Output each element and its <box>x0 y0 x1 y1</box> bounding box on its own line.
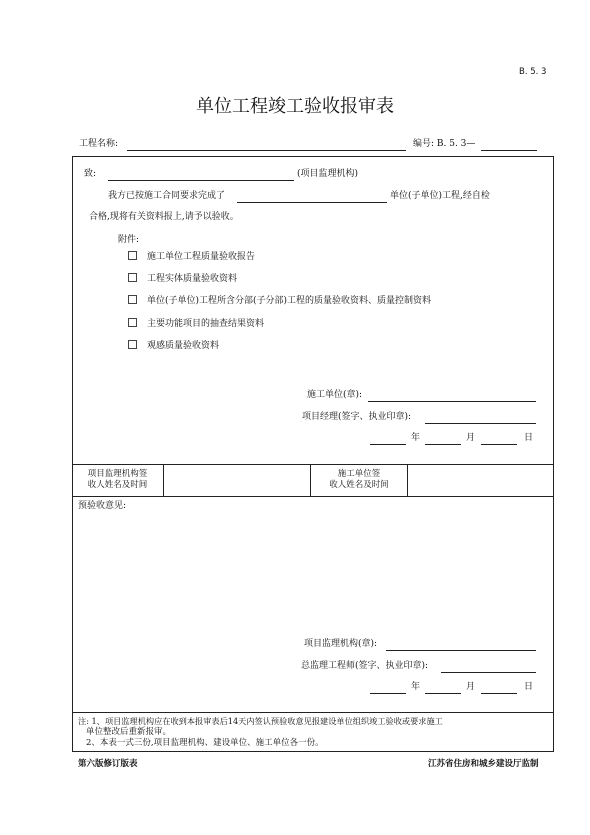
statement-line2: 合格,现将有关资料报上,请予以验收。 <box>89 212 239 222</box>
form-code: B. 5. 3 <box>519 67 547 77</box>
supervision-receipt-label: 项目监理机构签 收人姓名及时间 <box>87 469 148 490</box>
attachment-item: 施工单位工程质量验收报告 <box>147 252 256 262</box>
month-field[interactable] <box>425 693 461 694</box>
to-label: 致: <box>84 169 97 179</box>
chief-engineer-field[interactable] <box>441 672 536 673</box>
month-field[interactable] <box>425 444 461 445</box>
org-suffix: (项目监理机构) <box>297 169 359 179</box>
year-field[interactable] <box>370 693 406 694</box>
note-line1: 注: 1、项目监理机构应在收到本报审表后14天内签认预验收意见报建设单位组织竣工验收或要求施工 <box>78 716 443 726</box>
project-manager-label: 项目经理(签字、执业印章): <box>302 412 412 422</box>
year-label: 年 <box>411 433 421 443</box>
form-number-label: 编号: B. 5. 3— <box>413 139 476 149</box>
note-line2: 单位整改后重新报审。 <box>86 727 172 737</box>
month-label: 月 <box>466 682 476 692</box>
attachments-label: 附件: <box>118 235 140 245</box>
unit-project-field[interactable] <box>237 202 387 203</box>
contractor-seal-field[interactable] <box>368 401 536 402</box>
year-label: 年 <box>411 682 421 692</box>
month-label: 月 <box>466 433 476 443</box>
day-label: 日 <box>524 682 534 692</box>
page-title: 单位工程竣工验收报审表 <box>196 96 394 117</box>
contractor-receipt-field[interactable] <box>408 465 553 495</box>
project-name-label: 工程名称: <box>79 139 119 149</box>
supervision-org-seal-label: 项目监理机构(章): <box>304 639 378 649</box>
supervision-receipt-field[interactable] <box>164 465 309 495</box>
divider <box>72 712 554 713</box>
divider <box>72 496 554 497</box>
statement-line1-prefix: 我方已按施工合同要求完成了 <box>108 191 226 201</box>
statement-line1-suffix: 单位(子单位)工程,经自检 <box>390 191 490 201</box>
supervision-org-seal-field[interactable] <box>386 650 536 651</box>
attachment-item: 单位(子单位)工程所含分部(子分部)工程的质量验收资料、质量控制资料 <box>147 296 432 306</box>
attachment-checkbox[interactable] <box>128 273 137 282</box>
year-field[interactable] <box>370 444 406 445</box>
footer-issuer: 江苏省住房和城乡建设厅监制 <box>428 759 539 769</box>
note-line3: 2、本表一式三份,项目监理机构、建设单位、施工单位各一份。 <box>86 738 324 748</box>
pre-acceptance-opinion-area[interactable] <box>78 514 548 624</box>
attachment-item: 观感质量验收资料 <box>147 341 220 351</box>
attachment-item: 工程实体质量验收资料 <box>147 274 238 284</box>
contractor-receipt-label: 施工单位签 收人姓名及时间 <box>329 469 389 490</box>
day-field[interactable] <box>481 444 517 445</box>
form-number-field[interactable] <box>481 150 537 151</box>
attachment-checkbox[interactable] <box>128 318 137 327</box>
footer-edition: 第六版修订版表 <box>78 759 138 769</box>
attachment-checkbox[interactable] <box>128 295 137 304</box>
day-field[interactable] <box>481 693 517 694</box>
attachment-item: 主要功能项目的抽查结果资料 <box>147 319 265 329</box>
day-label: 日 <box>524 433 534 443</box>
attachment-checkbox[interactable] <box>128 251 137 260</box>
project-manager-field[interactable] <box>425 423 536 424</box>
attachment-checkbox[interactable] <box>128 340 137 349</box>
pre-acceptance-label: 预验收意见: <box>78 501 127 511</box>
contractor-seal-label: 施工单位(章): <box>307 390 363 400</box>
supervision-org-field[interactable] <box>108 180 294 181</box>
project-name-field[interactable] <box>127 150 406 151</box>
chief-engineer-label: 总监理工程师(签字、执业印章): <box>301 661 429 671</box>
